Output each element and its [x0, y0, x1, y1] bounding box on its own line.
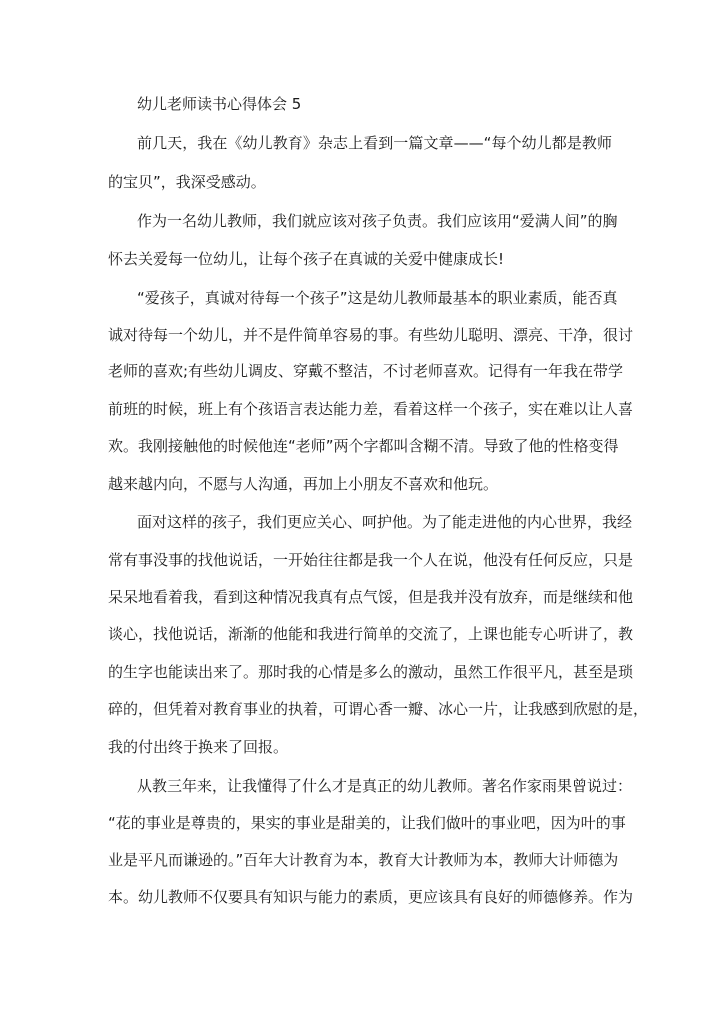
paragraph-1-line-1: 前几天，我在《幼儿教育》杂志上看到一篇文章——“每个幼儿都是教师 [137, 134, 612, 152]
paragraph-3-line-6: 越来越内向，不愿与人沟通，再加上小朋友不喜欢和他玩。 [108, 475, 499, 493]
paragraph-3-line-3: 老师的喜欢;有些幼儿调皮、穿戴不整洁，不讨老师喜欢。记得有一年我在带学 [108, 362, 624, 380]
paragraph-5-line-4: 本。幼儿教师不仅要具有知识与能力的素质，更应该具有良好的师德修养。作为 [108, 888, 634, 906]
paragraph-3-line-1: “爱孩子，真诚对待每一个孩子”这是幼儿教师最基本的职业素质，能否真 [137, 289, 618, 307]
paragraph-4-line-6: 碎的，但凭着对教育事业的执着，可谓心香一瓣、冰心一片，让我感到欣慰的是， [108, 700, 649, 718]
paragraph-4-line-3: 呆呆地看着我，看到这种情况我真有点气馁，但是我并没有放弃，而是继续和他 [108, 588, 634, 606]
paragraph-5-line-3: 业是平凡而谦逊的。”百年大计教育为本，教育大计教师为本，教师大计师德为 [108, 851, 619, 869]
paragraph-5-line-1: 从教三年来，让我懂得了什么才是真正的幼儿教师。著名作家雨果曾说过： [137, 777, 633, 795]
paragraph-4-line-5: 的生字也能读出来了。那时我的心情是多么的激动，虽然工作很平凡，甚至是琐 [108, 663, 634, 681]
paragraph-2-line-1: 作为一名幼儿教师，我们就应该对孩子负责。我们应该用“爱满人间”的胸 [137, 212, 618, 230]
paragraph-4-line-1: 面对这样的孩子，我们更应关心、呵护他。为了能走进他的内心世界，我经 [137, 513, 633, 531]
paragraph-4-line-2: 常有事没事的找他说话，一开始往往都是我一个人在说，他没有任何反应，只是 [108, 551, 634, 569]
document-title: 幼儿老师读书心得体会 5 [137, 95, 302, 113]
paragraph-2-line-2: 怀去关爱每一位幼儿，让每个孩子在真诚的关爱中健康成长! [108, 250, 505, 268]
paragraph-4-line-4: 谈心，找他说话，渐渐的他能和我进行简单的交流了，上课也能专心听讲了，教 [108, 625, 634, 643]
paragraph-1-line-2: 的宝贝”，我深受感动。 [108, 173, 266, 191]
paragraph-3-line-2: 诚对待每一个幼儿，并不是件简单容易的事。有些幼儿聪明、漂亮、干净，很讨 [108, 326, 634, 344]
paragraph-3-line-5: 欢。我刚接触他的时候他连“老师”两个字都叫含糊不清。导致了他的性格变得 [108, 437, 619, 455]
paragraph-3-line-4: 前班的时候，班上有个孩语言表达能力差，看着这样一个孩子，实在难以让人喜 [108, 400, 634, 418]
paragraph-5-line-2: “花的事业是尊贵的，果实的事业是甜美的，让我们做叶的事业吧，因为叶的事 [108, 814, 626, 832]
paragraph-4-line-7: 我的付出终于换来了回报。 [108, 738, 289, 756]
